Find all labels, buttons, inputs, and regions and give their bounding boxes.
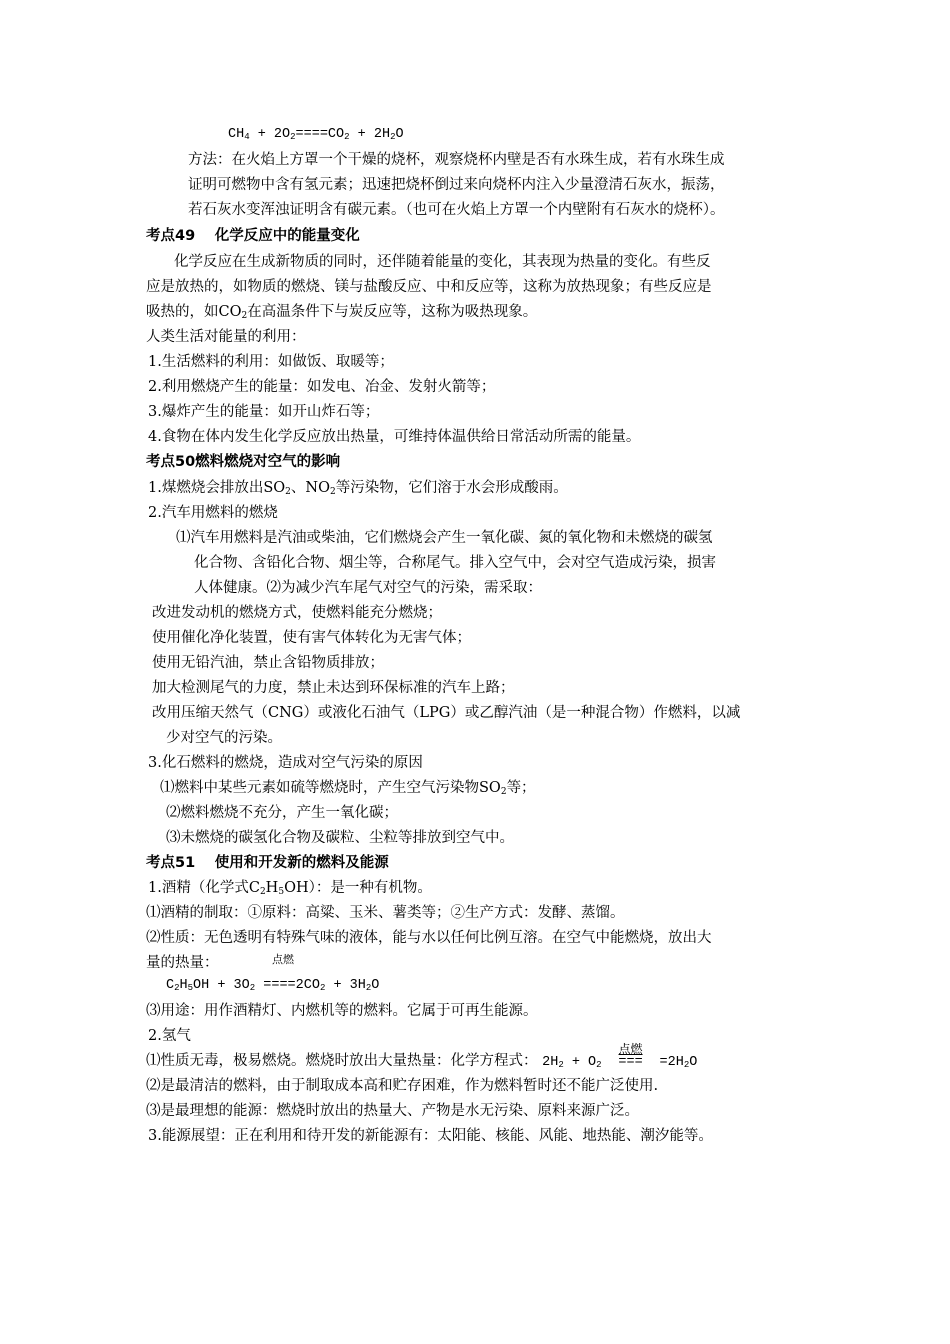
eq-part: O	[371, 978, 380, 993]
paragraph-line: ⑵性质：无色透明有特殊气味的液体，能与水以任何比例互溶。在空气中能燃烧，放出大	[146, 930, 712, 946]
list-item	[160, 778, 536, 798]
eq-sub: 2	[365, 983, 372, 993]
eq-part: + 3H	[325, 978, 366, 993]
measure-item: 改用压缩天然气（CNG）或液化石油气（LPG）或乙醇汽油（是一种混合物）作燃料，以减	[152, 705, 741, 721]
hydrogen-equation	[542, 1043, 698, 1070]
paragraph-line: 应是放热的，如物质的燃烧、镁与盐酸反应、中和反应等，这称为放热现象；有些反应是	[146, 279, 712, 295]
list-item: 3.爆炸产生的能量：如开山炸石等；	[148, 404, 380, 420]
text: 在高温条件下与炭反应等，这称为吸热现象。	[247, 304, 538, 320]
paragraph-line: 化学反应在生成新物质的同时，还伴随着能量的变化，其表现为热量的变化。有些反	[174, 254, 711, 270]
measure-item: 少对空气的污染。	[166, 730, 282, 746]
eq-part: O	[395, 127, 404, 142]
list-item: 2.汽车用燃料的燃烧	[148, 505, 278, 521]
text: 等；	[506, 780, 536, 796]
sub: 2	[285, 487, 291, 497]
ignite-label: 点燃	[272, 953, 294, 966]
eq-sub: 5	[187, 983, 194, 993]
list-item: 2.氢气	[148, 1028, 191, 1044]
eq-part: ====CO	[295, 127, 345, 142]
eq-sub: 2	[319, 983, 326, 993]
eq-part: =2H	[659, 1055, 684, 1070]
section-heading-49: 考点49 化学反应中的能量变化	[146, 228, 360, 244]
paragraph-line: ⑶是最理想的能源：燃烧时放出的热量大、产物是水无污染、原料来源广泛。	[146, 1103, 639, 1119]
list-item: 1.生活燃料的利用：如做饭、取暖等；	[148, 354, 394, 370]
list-item: ⑵燃料燃烧不充分，产生一氧化碳；	[166, 805, 398, 821]
eq-part: + O	[563, 1055, 597, 1070]
paragraph-line: ⑴汽车用燃料是汽油或柴油，它们燃烧会产生一氧化碳、氮的氧化物和未燃烧的碳氢	[176, 530, 713, 546]
eq-part: OH + 3O	[193, 978, 250, 993]
sub: 5	[278, 887, 285, 897]
eq-sub: 2	[174, 983, 180, 993]
eq-sub: 2	[290, 132, 296, 142]
paragraph-line: 量的热量：	[146, 955, 219, 971]
eq-sub: 2	[558, 1060, 564, 1070]
ignite-label: 点燃	[618, 1043, 643, 1057]
ethanol-equation	[166, 976, 379, 996]
sub: 2	[259, 887, 266, 897]
measure-item: 使用催化净化装置，使有害气体转化为无害气体；	[152, 630, 471, 646]
method-line: 若石灰水变浑浊证明含有碳元素。（也可在火焰上方罩一个内壁附有石灰水的烧杯）。	[188, 202, 725, 218]
sub: 2	[241, 311, 248, 321]
text: OH）：是一种有机物。	[284, 880, 432, 896]
eq-sub: 2	[683, 1060, 690, 1070]
text: H	[265, 880, 279, 896]
section-heading-51: 考点51 使用和开发新的燃料及能源	[146, 855, 389, 871]
eq-part: C	[166, 978, 175, 993]
measure-item: 改进发动机的燃烧方式，使燃料能充分燃烧；	[152, 605, 442, 621]
text: 等污染物，它们溶于水会形成酸雨。	[335, 480, 568, 496]
list-item: 4.食物在体内发生化学反应放出热量，可维持体温供给日常活动所需的能量。	[148, 429, 641, 445]
energy-use-title: 人类生活对能量的利用：	[146, 329, 306, 345]
eq-sub: 2	[596, 1060, 602, 1070]
section-heading-50: 考点50燃料燃烧对空气的影响	[146, 454, 341, 470]
method-line: 证明可燃物中含有氢元素；迅速把烧杯倒过来向烧杯内注入少量澄清石灰水，振荡，	[188, 177, 725, 193]
reaction-arrow	[602, 1043, 660, 1073]
eq-sub: 2	[344, 132, 350, 142]
paragraph-line	[146, 302, 537, 322]
sub: 2	[329, 487, 336, 497]
text: 、NO	[290, 480, 330, 496]
eq-part: H	[179, 978, 188, 993]
eq-part: ====2CO	[255, 978, 320, 993]
eq-part: CH	[228, 127, 245, 142]
list-item	[148, 878, 432, 898]
list-item: 2.利用燃烧产生的能量：如发电、冶金、发射火箭等；	[148, 379, 496, 395]
paragraph-line: ⑵是最清洁的燃料，由于制取成本高和贮存困难，作为燃料暂时还不能广泛使用.	[146, 1078, 659, 1094]
eq-part: + 2H	[349, 127, 391, 142]
eq-sub: 2	[390, 132, 396, 142]
text: 1.煤燃烧会排放出SO	[148, 480, 286, 496]
text: 吸热的，如CO	[146, 304, 242, 320]
paragraph-line	[146, 1043, 698, 1073]
methane-equation	[228, 125, 404, 145]
text: 1.酒精（化学式C	[148, 880, 260, 896]
list-item	[148, 478, 568, 498]
eq-part: 2H	[542, 1055, 559, 1070]
eq-part: + 2O	[249, 127, 291, 142]
paragraph-line: ⑶用途：用作酒精灯、内燃机等的燃料。它属于可再生能源。	[146, 1003, 538, 1019]
eq-sub: 4	[244, 132, 250, 142]
list-item: 3.化石燃料的燃烧，造成对空气污染的原因	[148, 755, 423, 771]
sub: 2	[500, 787, 507, 797]
paragraph-line: 化合物、含铅化合物、烟尘等，合称尾气。排入空气中，会对空气造成污染，损害	[194, 555, 716, 571]
measure-item: 使用无铅汽油，禁止含铅物质排放；	[152, 655, 384, 671]
paragraph-line: ⑴酒精的制取：①原料：高粱、玉米、薯类等；②生产方式：发酵、蒸馏。	[146, 905, 625, 921]
eq-part: O	[689, 1055, 698, 1070]
eq-part: ===	[618, 1055, 643, 1070]
measure-item: 加大检测尾气的力度，禁止未达到环保标准的汽车上路；	[152, 680, 515, 696]
eq-sub: 2	[249, 983, 256, 993]
paragraph-line: 人体健康。⑵为减少汽车尾气对空气的污染，需采取：	[194, 580, 542, 596]
list-item: 3.能源展望：正在利用和待开发的新能源有：太阳能、核能、风能、地热能、潮汐能等。	[148, 1128, 713, 1144]
text: ⑴燃料中某些元素如硫等燃烧时，产生空气污染物SO	[160, 780, 501, 796]
method-line: 方法：在火焰上方罩一个干燥的烧杯，观察烧杯内壁是否有水珠生成，若有水珠生成	[188, 152, 725, 168]
text: ⑴性质无毒，极易燃烧。燃烧时放出大量热量：化学方程式：	[146, 1053, 538, 1069]
list-item: ⑶未燃烧的碳氢化合物及碳粒、尘粒等排放到空气中。	[166, 830, 514, 846]
